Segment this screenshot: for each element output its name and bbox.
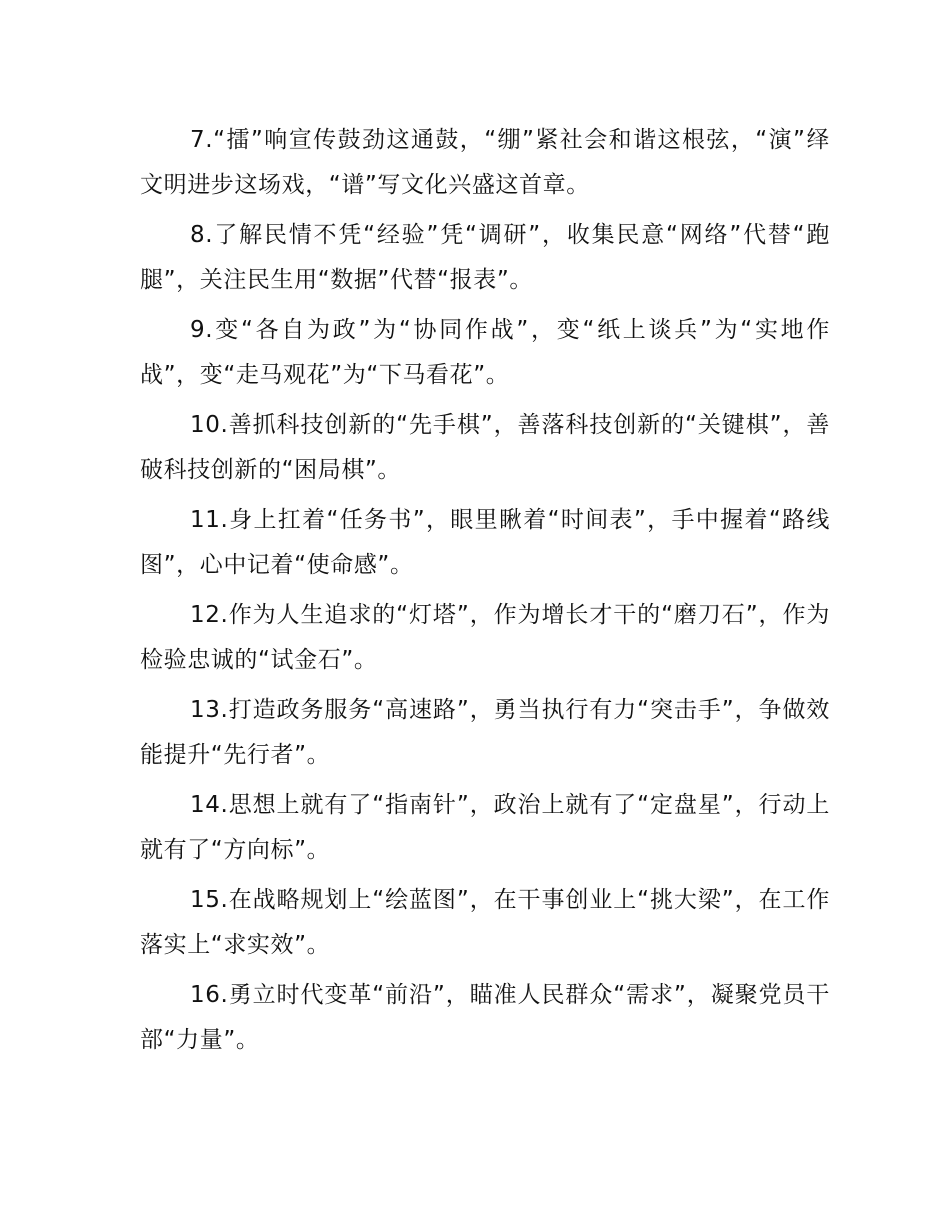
paragraph-10: 10.善抓科技创新的“先手棋”，善落科技创新的“关键棋”，善破科技创新的“困局棋”。 — [140, 412, 830, 483]
paragraph-15: 15.在战略规划上“绘蓝图”，在干事创业上“挑大梁”，在工作落实上“求实效”。 — [140, 887, 830, 958]
paragraph-11: 11.身上扛着“任务书”，眼里瞅着“时间表”，手中握着“路线图”，心中记着“使命感”。 — [140, 507, 830, 578]
paragraph-14: 14.思想上就有了“指南针”，政治上就有了“定盘星”，行动上就有了“方向标”。 — [140, 792, 830, 863]
paragraph-7: 7.“擂”响宣传鼓劲这通鼓，“绷”紧社会和谐这根弦，“演”绎文明进步这场戏，“谱”写文化兴盛这首章。 — [140, 127, 830, 198]
paragraph-12: 12.作为人生追求的“灯塔”，作为增长才干的“磨刀石”，作为检验忠诚的“试金石”。 — [140, 602, 830, 673]
paragraph-13: 13.打造政务服务“高速路”，勇当执行有力“突击手”，争做效能提升“先行者”。 — [140, 697, 830, 768]
document-page — [140, 118, 830, 1068]
paragraph-8: 8.了解民情不凭“经验”凭“调研”，收集民意“网络”代替“跑腿”，关注民生用“数据”代替“报表”。 — [140, 222, 830, 293]
paragraph-16: 16.勇立时代变革“前沿”，瞄准人民群众“需求”，凝聚党员干部“力量”。 — [140, 982, 830, 1053]
paragraph-9: 9.变“各自为政”为“协同作战”，变“纸上谈兵”为“实地作战”，变“走马观花”为“下马看花”。 — [140, 317, 830, 388]
